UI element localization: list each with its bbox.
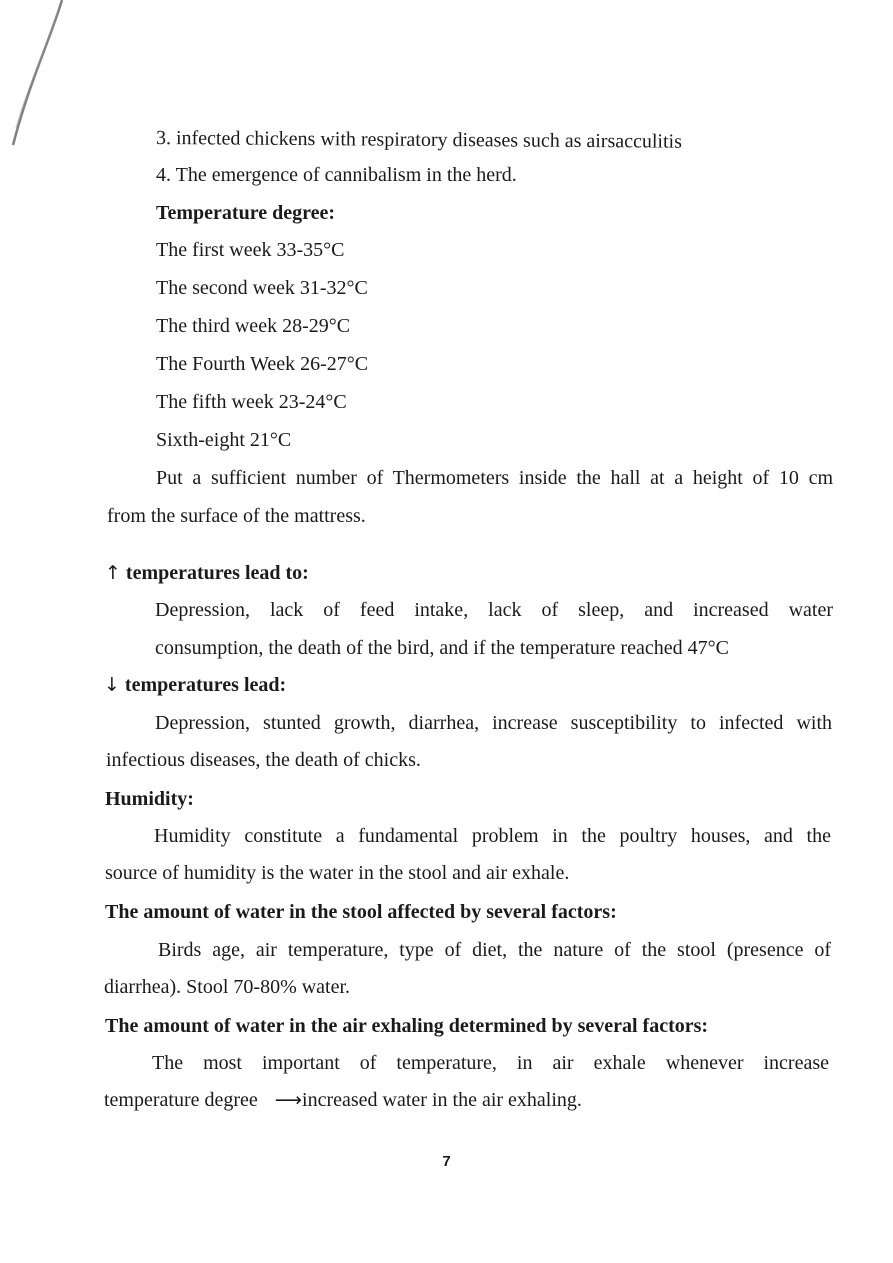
page-number: 7 [442,1153,451,1170]
low-temp-heading-text: temperatures lead: [124,674,287,696]
scan-edge-mark [0,0,70,160]
temperature-heading: Temperature degree: [156,202,336,224]
thermometer-text-line1: Put a sufficient number of Thermometers inside the hall at a height of 10 cm [156,467,833,489]
thermometer-text-line2: from the surface of the mattress. [107,505,366,527]
humidity-heading: Humidity: [105,788,194,810]
down-arrow-icon: ↓ [104,674,120,696]
list-item-4: 4. The emergence of cannibalism in the herd. [156,164,517,186]
humidity-line1: Humidity constitute a fundamental problem in the poultry houses, and the [154,825,831,847]
air-water-line2 [104,1088,582,1112]
week-4-temp: The Fourth Week 26-27°C [156,353,369,375]
low-temp-line2: infectious diseases, the death of chicks. [106,749,421,771]
list-item-3: 3. infected chickens with respiratory diseases such as airsacculitis [155,127,683,153]
long-right-arrow-icon: ⟶ [274,1089,303,1111]
up-arrow-icon: ↑ [105,562,121,584]
high-temp-line1: Depression, lack of feed intake, lack of sleep, and increased water [155,599,833,621]
week-3-temp: The third week 28-29°C [156,315,351,337]
week-1-temp: The first week 33-35°C [156,239,345,261]
air-water-line1: The most important of temperature, in air exhale whenever increase [152,1052,829,1074]
high-temp-line2: consumption, the death of the bird, and if the temperature reached 47°C [155,637,729,659]
stool-water-line1: Birds age, air temperature, type of diet, the nature of the stool (presence of [158,939,831,961]
humidity-line2: source of humidity is the water in the stool and air exhale. [105,862,570,884]
low-temp-heading [104,673,286,697]
low-temp-line1: Depression, stunted growth, diarrhea, increase susceptibility to infected with [155,712,832,734]
week-6-8-temp: Sixth-eight 21°C [156,429,292,451]
stool-water-line2: diarrhea). Stool 70-80% water. [104,976,351,998]
air-water-heading: The amount of water in the air exhaling determined by several factors: [105,1015,709,1037]
week-5-temp: The fifth week 23-24°C [156,391,347,413]
high-temp-heading [105,561,309,585]
stool-water-heading: The amount of water in the stool affected by several factors: [105,901,617,923]
air-water-line2-end: increased water in the air exhaling. [302,1089,582,1111]
air-water-line2-start: temperature degree [104,1089,258,1111]
week-2-temp: The second week 31-32°C [156,277,368,299]
high-temp-heading-text: temperatures lead to: [125,562,309,584]
